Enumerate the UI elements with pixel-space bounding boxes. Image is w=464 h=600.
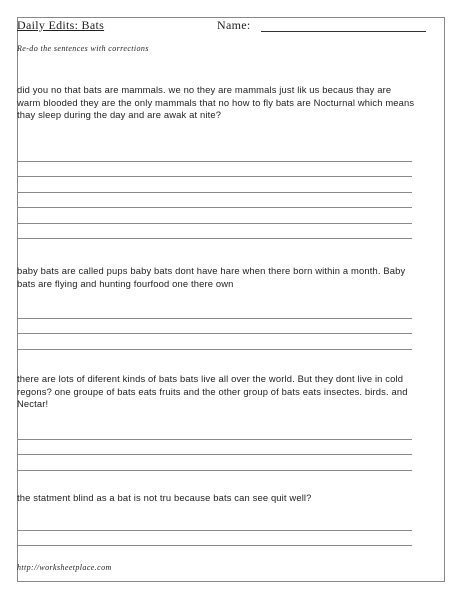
answer-line[interactable] (17, 303, 412, 319)
answer-line[interactable] (17, 224, 412, 240)
answer-line[interactable] (17, 424, 412, 440)
answer-lines-1[interactable] (17, 146, 412, 239)
answer-line[interactable] (17, 455, 412, 471)
answer-line[interactable] (17, 334, 412, 350)
answer-line[interactable] (17, 162, 412, 178)
exercise-paragraph-2: baby bats are called pups baby bats dont have hare when there born within a month. Baby bats are flying and hunting fourfood one there own (17, 265, 406, 289)
name-field-line[interactable] (261, 31, 426, 32)
exercise-paragraph-3: there are lots of diferent kinds of bats bats live all over the world. But they dont live in cold regons? one groupe of bats eats fruits and the other group of bats eats insectes. birds. and Nectar! (17, 373, 408, 409)
exercise-paragraph-4: the statment blind as a bat is not tru because bats can see quit well? (17, 492, 312, 503)
answer-lines-4[interactable] (17, 515, 412, 546)
answer-line[interactable] (17, 177, 412, 193)
exercise-paragraph-1: did you no that bats are mammals. we no they are mammals just lik us becaus thay are warm blooded they are the only mammals that no how to fly bats are Nocturnal which means thay sleep during the day and are awak at nite? (17, 84, 415, 120)
worksheet-title: Daily Edits: Bats (17, 18, 105, 32)
answer-lines-3[interactable] (17, 424, 412, 471)
answer-line[interactable] (17, 531, 412, 547)
answer-line[interactable] (17, 440, 412, 456)
answer-line[interactable] (17, 146, 412, 162)
answer-line[interactable] (17, 319, 412, 335)
answer-line[interactable] (17, 193, 412, 209)
instruction-text: Re-do the sentences with corrections (17, 44, 149, 53)
answer-line[interactable] (17, 515, 412, 531)
footer-url: http://worksheetplace.com (17, 563, 112, 572)
name-label: Name: (217, 18, 251, 32)
worksheet-header (17, 18, 417, 34)
answer-line[interactable] (17, 208, 412, 224)
answer-lines-2[interactable] (17, 303, 412, 350)
